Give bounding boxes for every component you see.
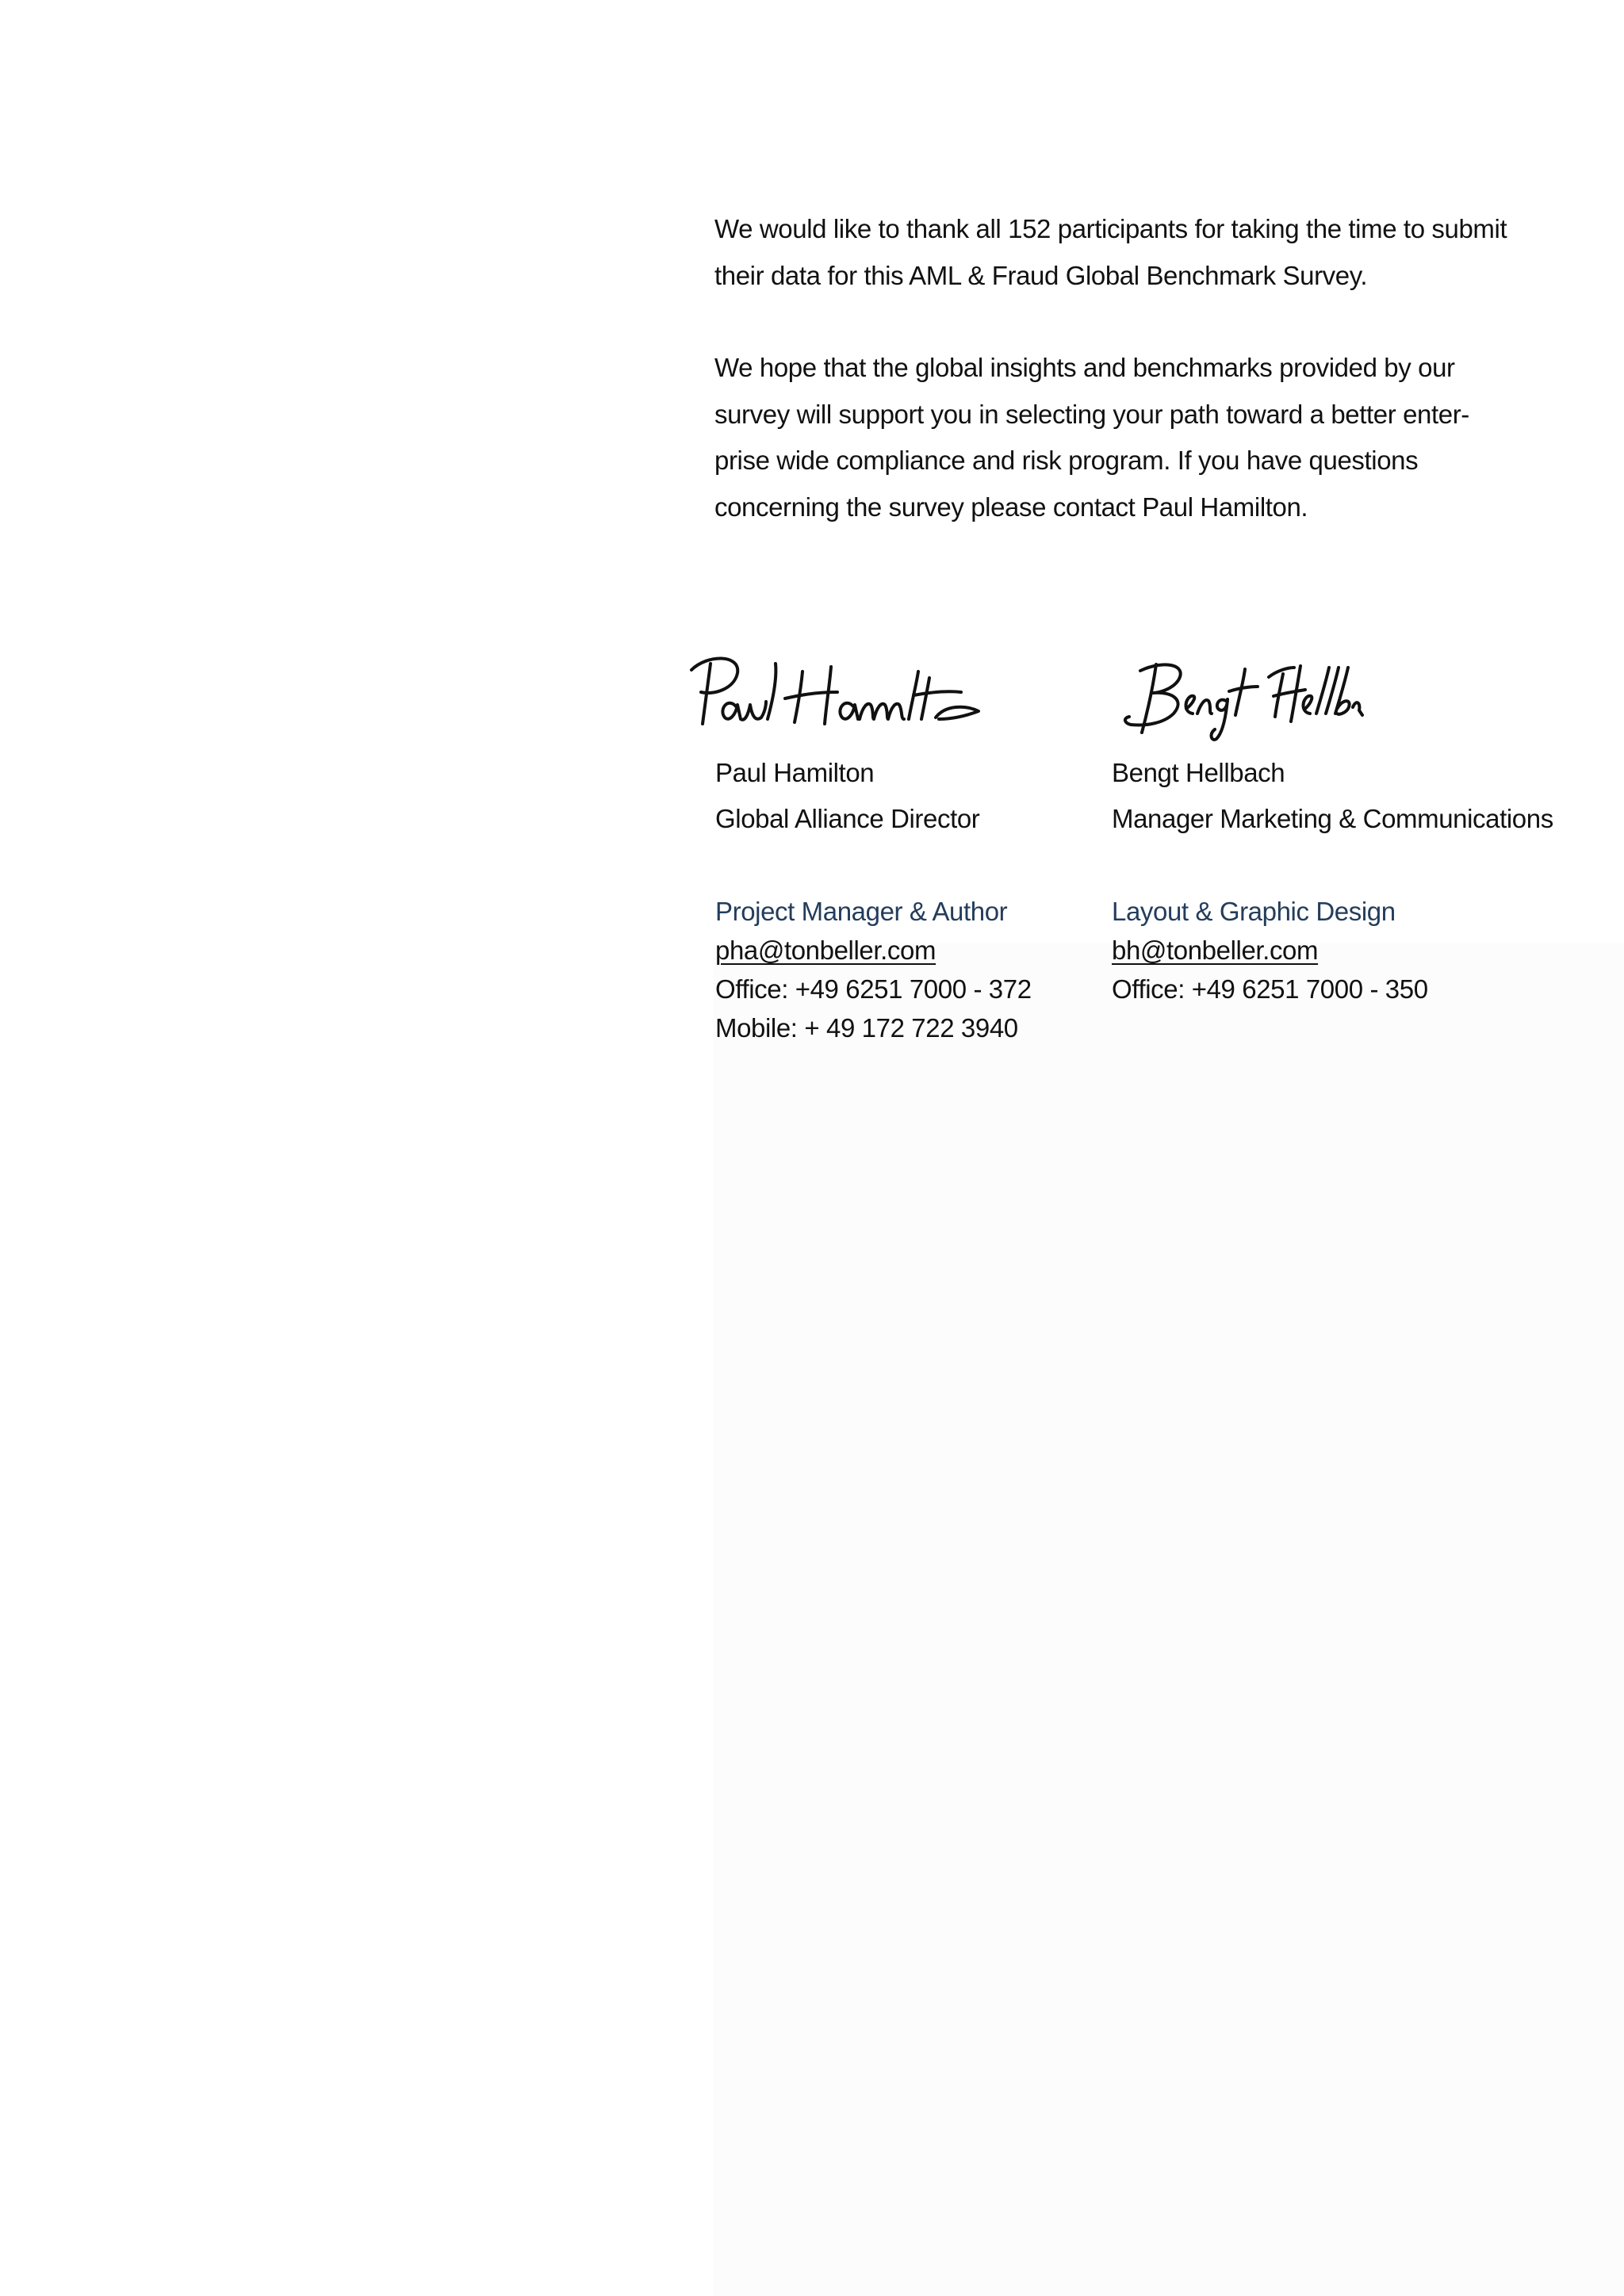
intro-line: concerning the survey please contact Paul Hamilton.	[714, 492, 1308, 522]
signatory-name: Paul Hamilton	[715, 758, 875, 787]
office-phone: Office: +49 6251 7000 - 350	[1112, 974, 1428, 1004]
intro-paragraph-thanks	[714, 206, 1547, 299]
signature-bengt-hellbach	[1118, 650, 1364, 744]
email-link[interactable]: pha@tonbeller.com	[715, 936, 936, 965]
intro-paragraph-insights	[714, 345, 1547, 530]
intro-line: survey will support you in selecting your path toward a better enter-	[714, 399, 1469, 429]
page-background-left	[0, 0, 714, 2296]
signatory-role: Project Manager & Author	[715, 897, 1008, 926]
signatory-role: Layout & Graphic Design	[1112, 897, 1396, 926]
intro-line: their data for this AML & Fraud Global Benchmark Survey.	[714, 260, 1368, 290]
mobile-phone: Mobile: + 49 172 722 3940	[715, 1013, 1018, 1043]
signatory-title: Global Alliance Director	[715, 804, 980, 833]
signature-paul-hamilton	[684, 646, 989, 733]
email-link[interactable]: bh@tonbeller.com	[1112, 936, 1319, 965]
office-phone: Office: +49 6251 7000 - 372	[715, 974, 1032, 1004]
intro-line: We would like to thank all 152 participants for taking the time to submit	[714, 214, 1507, 243]
intro-line: We hope that the global insights and benchmarks provided by our	[714, 353, 1455, 382]
page-background-right	[714, 943, 1624, 2296]
signatory-name: Bengt Hellbach	[1112, 758, 1285, 787]
intro-line: prise wide compliance and risk program. If you have questions	[714, 446, 1419, 475]
signatory-title: Manager Marketing & Communications	[1112, 804, 1553, 833]
